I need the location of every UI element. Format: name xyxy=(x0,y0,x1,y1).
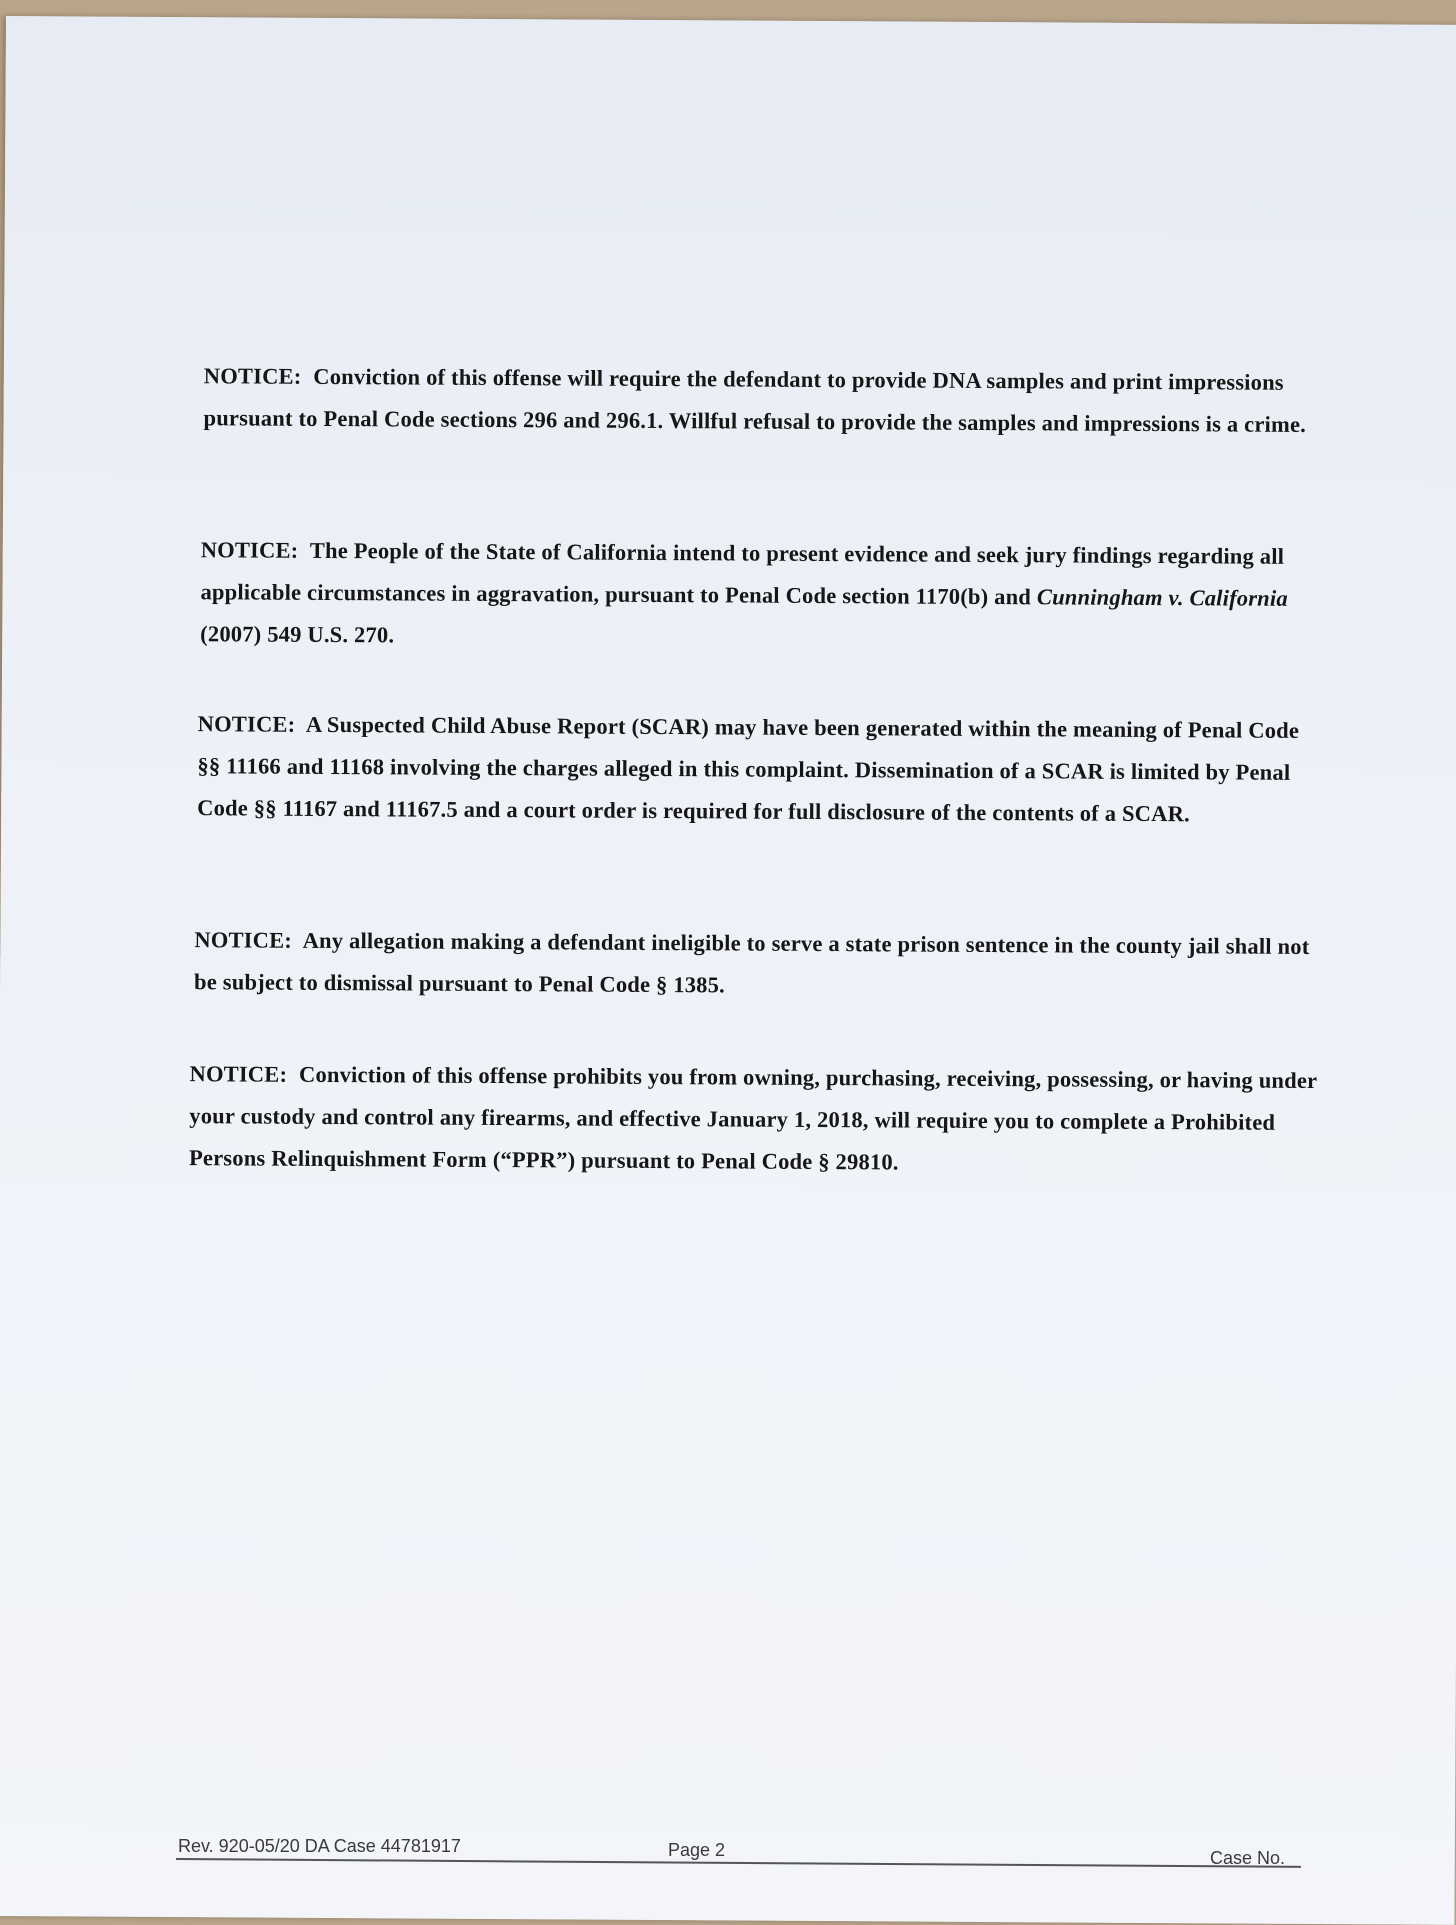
notice-firearms xyxy=(189,1053,1320,1186)
notice-dna-samples xyxy=(203,355,1333,446)
notice-label: NOTICE: xyxy=(197,711,296,737)
notice-scar xyxy=(197,703,1328,836)
page-footer xyxy=(0,1836,1456,1876)
case-number-label: Case No. xyxy=(1210,1848,1286,1868)
notice-text: A Suspected Child Abuse Report (SCAR) may have been generated within the meaning of Penal Code §§ 11166 and 11168 involving the charges alleged in this complaint. Dissemination of a SCAR is limited by Penal Code §§ 11167 and 11167.5 and a court order is required for full disclosure of the contents of a SCAR. xyxy=(197,711,1300,827)
notice-label: NOTICE: xyxy=(194,927,293,953)
notice-label: NOTICE: xyxy=(189,1061,288,1087)
notice-text: Conviction of this offense prohibits you from owning, purchasing, receiving, possessing, or having under your custody and control any firearms, and effective January 1, 2018, will require you to complete a Prohibited Persons Relinquishment Form (“PPR”) pursuant to Penal Code § 29810. xyxy=(188,1061,1317,1175)
document-page xyxy=(0,16,1456,1925)
notice-label: NOTICE: xyxy=(200,537,299,563)
notice-text-end: (2007) 549 U.S. 270. xyxy=(200,621,395,648)
page-number: Page 2 xyxy=(668,1840,726,1860)
notice-dismissal xyxy=(194,919,1324,1010)
notice-text: The People of the State of California intend to present evidence and seek jury findings regarding all applicable circumstances in aggravation, pursuant to Penal Code section 1170(b) and xyxy=(200,537,1285,610)
notice-text: Conviction of this offense will require the defendant to provide DNA samples and print impressions pursuant to Penal Code sections 296 and 296.1. Willful refusal to provide the samples and impressions is a crime. xyxy=(203,363,1307,437)
notice-text: Any allegation making a defendant ineligible to serve a state prison sentence in the county jail shall not be subject to dismissal pursuant to Penal Code § 1385. xyxy=(194,927,1310,998)
notice-aggravation xyxy=(200,529,1331,662)
notice-label: NOTICE: xyxy=(203,363,302,389)
case-citation: Cunningham v. California xyxy=(1036,584,1288,611)
revision-text: Rev. 920-05/20 DA Case 44781917 xyxy=(178,1836,461,1856)
